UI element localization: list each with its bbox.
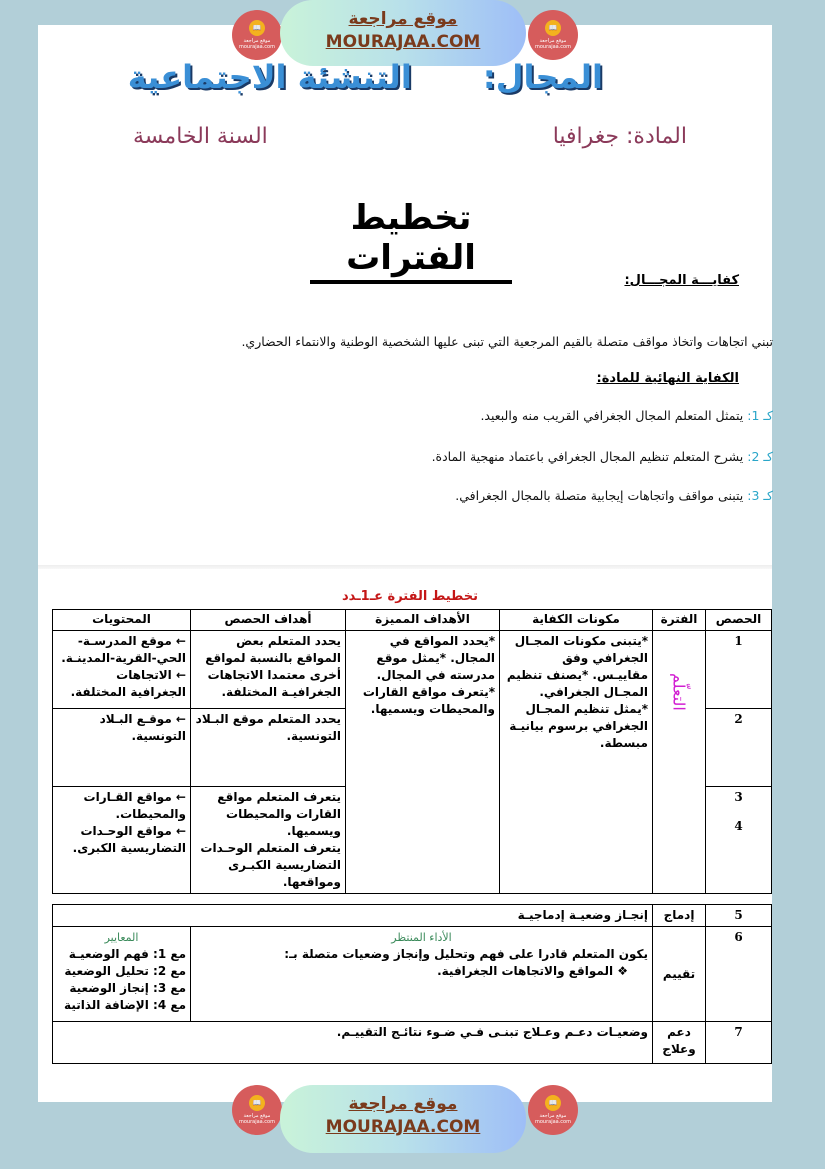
session-number-3: 3 [734, 790, 743, 804]
expected-performance-bullet: ❖ المواقع والاتجاهات الجغرافية. [437, 964, 629, 978]
badge-text: موقع مراجعة mourajaa.com [534, 1113, 571, 1125]
session-content: ← موقع المدرسـة- الحي-القرية-المدينـة. ← الاتجاهات الجغرافية المختلفة. [53, 631, 191, 709]
session-number: 7 [706, 1022, 772, 1064]
table-row [53, 1022, 772, 1064]
period-label: التعلّم [669, 673, 689, 711]
criterion: مع 1: فهم الوضعيـة [68, 947, 187, 961]
expected-performance-text: يكون المتعلم قادرا على فهم وتحليل وإنجاز وضعيات متصلة بـ: [284, 947, 649, 961]
competency-text: يشرح المتعلم تنظيم المجال الجغرافي باعتماد منهجية المادة. [431, 449, 744, 464]
criterion: مع 2: تحليل الوضعية [64, 964, 187, 978]
book-icon: 📖 [545, 20, 561, 36]
criterion: مع 4: الإضافة الذاتية [64, 998, 187, 1012]
table-header-row [53, 610, 772, 631]
site-logo-badge-right[interactable] [528, 10, 578, 60]
site-logo-badge-left[interactable] [232, 10, 282, 60]
session-content: ← موقـع البـلاد التونسية. [53, 709, 191, 787]
integration-text: إنجـاز وضعيـة إدماجيـة [53, 905, 653, 927]
competency-item [480, 408, 773, 423]
evaluation-table [52, 904, 772, 1064]
period-cell [653, 631, 706, 894]
field-competency-heading: كفايـــة المجـــال: [624, 273, 739, 288]
competency-code: كـ 3: [747, 488, 773, 503]
session-content-4: ← مواقع الوحـدات التضاريسية الكبرى. [72, 824, 186, 855]
components-cell: *يتبنى مكونات المجـال الجغرافي وفق مقاييـس. *يصنف تنظيم المجـال الجغرافي. *يمثل تنظيم المجـال الجغرافي برسوم بيانيـة مبسطة. [500, 631, 653, 894]
final-competency-heading: الكفاية النهائية للمادة: [596, 371, 739, 386]
table-row [53, 905, 772, 927]
session-goal: يحدد المتعلم موقع البـلاد التونسية. [191, 709, 346, 787]
session-number: 2 [706, 709, 772, 787]
year-label: السنة الخامسة [133, 124, 268, 149]
session-number [706, 787, 772, 894]
banner-arabic-text: موقع مراجعة [348, 1094, 458, 1114]
session-goal-3: يتعرف المتعلم مواقع القارات والمحيطات ويسميها. [217, 790, 341, 838]
header-period: الفترة [653, 610, 706, 631]
book-icon: 📖 [249, 1095, 265, 1111]
expected-performance-cell [191, 927, 653, 1022]
distinctive-goals-cell: *يحدد المواقع في المجال. *يمثل موقع مدرسته في المجال. *يتعرف مواقع القارات والمحيطات ويسميها. [346, 631, 500, 894]
banner-domain-link[interactable]: MOURAJAA.COM [325, 32, 481, 52]
assessment-label: تقييم [653, 927, 706, 1022]
session-number: 1 [706, 631, 772, 709]
session-goal [191, 787, 346, 894]
criterion: مع 3: إنجاز الوضعية [69, 981, 187, 995]
book-icon: 📖 [249, 20, 265, 36]
remediation-text: وضعيـات دعـم وعـلاج تبنـى فـي ضـوء نتائـج التقييـم. [53, 1022, 653, 1064]
subject-label: المادة: جغرافيا [552, 124, 687, 149]
header-sessions: الحصص [706, 610, 772, 631]
domain-heading [127, 58, 603, 98]
header-components: مكونات الكفاية [500, 610, 653, 631]
banner-arabic-text: موقع مراجعة [348, 9, 458, 29]
site-banner-top[interactable] [280, 0, 526, 66]
session-goal-4: يتعرف المتعلم الوحـدات التضاريسية الكبـرى ومواقعها. [200, 841, 341, 889]
table-row [53, 927, 772, 1022]
plan-table-title: تخطيط الفترة عـ1ـدد [342, 589, 478, 604]
session-content-3: ← مواقع القـارات والمحيطات. [83, 790, 186, 821]
domain-label: المجال: [482, 58, 603, 96]
competency-code: كـ 2: [747, 449, 773, 464]
competency-item [455, 488, 773, 503]
site-logo-badge-left-bottom[interactable] [232, 1085, 282, 1135]
competency-text: يتمثل المتعلم المجال الجغرافي القريب منه والبعيد. [480, 408, 744, 423]
criteria-heading: المعايير [104, 931, 139, 944]
header-contents: المحتويات [53, 610, 191, 631]
competency-item [432, 449, 773, 464]
site-banner-bottom[interactable] [280, 1085, 526, 1153]
period-plan-table [52, 609, 772, 894]
banner-domain-link[interactable]: MOURAJAA.COM [325, 1117, 481, 1137]
field-competency-text: تبني اتجاهات واتخاذ مواقف متصلة بالقيم المرجعية التي تبنى عليها الشخصية الوطنية والانتماء الحضاري. [241, 334, 773, 349]
remediation-label: دعم وعلاج [653, 1022, 706, 1064]
site-logo-badge-right-bottom[interactable] [528, 1085, 578, 1135]
badge-text: موقع مراجعة mourajaa.com [238, 1113, 275, 1125]
competency-text: يتبنى مواقف واتجاهات إيجابية متصلة بالمجال الجغرافي. [455, 488, 744, 503]
criteria-cell [53, 927, 191, 1022]
domain-value: التنشئة الاجتماعية [127, 58, 412, 96]
competency-code: كـ 1: [747, 408, 773, 423]
header-session-goals: أهداف الحصص [191, 610, 346, 631]
integration-label: إدماج [653, 905, 706, 927]
header-distinctive-goals: الأهداف المميزة [346, 610, 500, 631]
session-goal: يحدد المتعلم بعض المواقع بالنسبة لمواقع أخرى معتمدا الاتجاهات الجغرافيـة المختلفة. [191, 631, 346, 709]
badge-text: موقع مراجعة mourajaa.com [238, 38, 275, 50]
badge-text: موقع مراجعة mourajaa.com [534, 38, 571, 50]
page-title: تخطيط الفترات [310, 198, 512, 284]
table-row [53, 631, 772, 709]
book-icon: 📖 [545, 1095, 561, 1111]
expected-performance-heading: الأداء المنتظر [391, 931, 452, 944]
session-content [53, 787, 191, 894]
session-number: 5 [706, 905, 772, 927]
session-number: 6 [706, 927, 772, 1022]
session-number-4: 4 [734, 819, 743, 833]
page-break-divider [38, 565, 772, 569]
